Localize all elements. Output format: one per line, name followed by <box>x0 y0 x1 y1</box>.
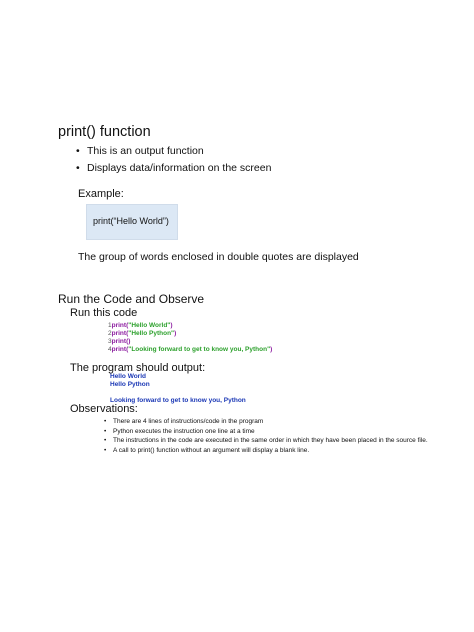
group-words-text: The group of words enclosed in double quotes are displayed <box>78 251 359 263</box>
print-function-bullets <box>76 143 271 177</box>
code-keyword: print( <box>111 346 129 353</box>
bullet-item: • Displays data/information on the screen <box>76 160 271 177</box>
observation-item: • There are 4 lines of instructions/code in the program <box>104 417 434 427</box>
output-line: Hello World <box>110 373 146 380</box>
code-line <box>108 346 272 354</box>
code-line <box>108 330 272 338</box>
example-code-box <box>86 204 178 240</box>
output-line: Looking forward to get to know you, Python <box>110 397 246 404</box>
run-code-label: Run this code <box>70 307 138 319</box>
observation-item: • The instructions in the code are executed in the same order in which they have been placed in the source file. <box>104 436 434 446</box>
line-number: 3 <box>108 338 112 345</box>
code-keyword: print() <box>111 338 131 345</box>
code-string: "Hello World" <box>128 322 171 329</box>
line-number: 2 <box>108 330 112 337</box>
code-close: ) <box>170 322 173 329</box>
code-line <box>108 322 272 330</box>
observation-item: • A call to print() function without an argument will display a blank line. <box>104 446 434 456</box>
code-string: "Looking forward to get to know you, Python" <box>128 346 271 353</box>
example-code: print(“Hello World”) <box>93 216 169 226</box>
output-label: The program should output: <box>70 362 206 374</box>
code-close: ) <box>174 330 177 337</box>
code-string: "Hello Python" <box>128 330 175 337</box>
code-keyword: print( <box>111 322 129 329</box>
observations-label: Observations: <box>70 403 138 415</box>
code-line <box>108 338 272 346</box>
line-number: 1 <box>108 322 112 329</box>
bullet-item: • This is an output function <box>76 143 271 160</box>
code-close: ) <box>270 346 273 353</box>
code-block <box>108 322 272 354</box>
example-label: Example: <box>78 188 124 200</box>
section-title-print-function: print() function <box>58 124 151 140</box>
observation-item: • Python executes the instruction one line at a time <box>104 427 434 437</box>
output-blank-line <box>110 389 246 397</box>
program-output <box>110 373 246 405</box>
section-title-run-code: Run the Code and Observe <box>58 292 205 306</box>
code-keyword: print( <box>111 330 129 337</box>
output-line: Hello Python <box>110 381 150 388</box>
line-number: 4 <box>108 346 112 353</box>
observations-list <box>104 417 434 455</box>
